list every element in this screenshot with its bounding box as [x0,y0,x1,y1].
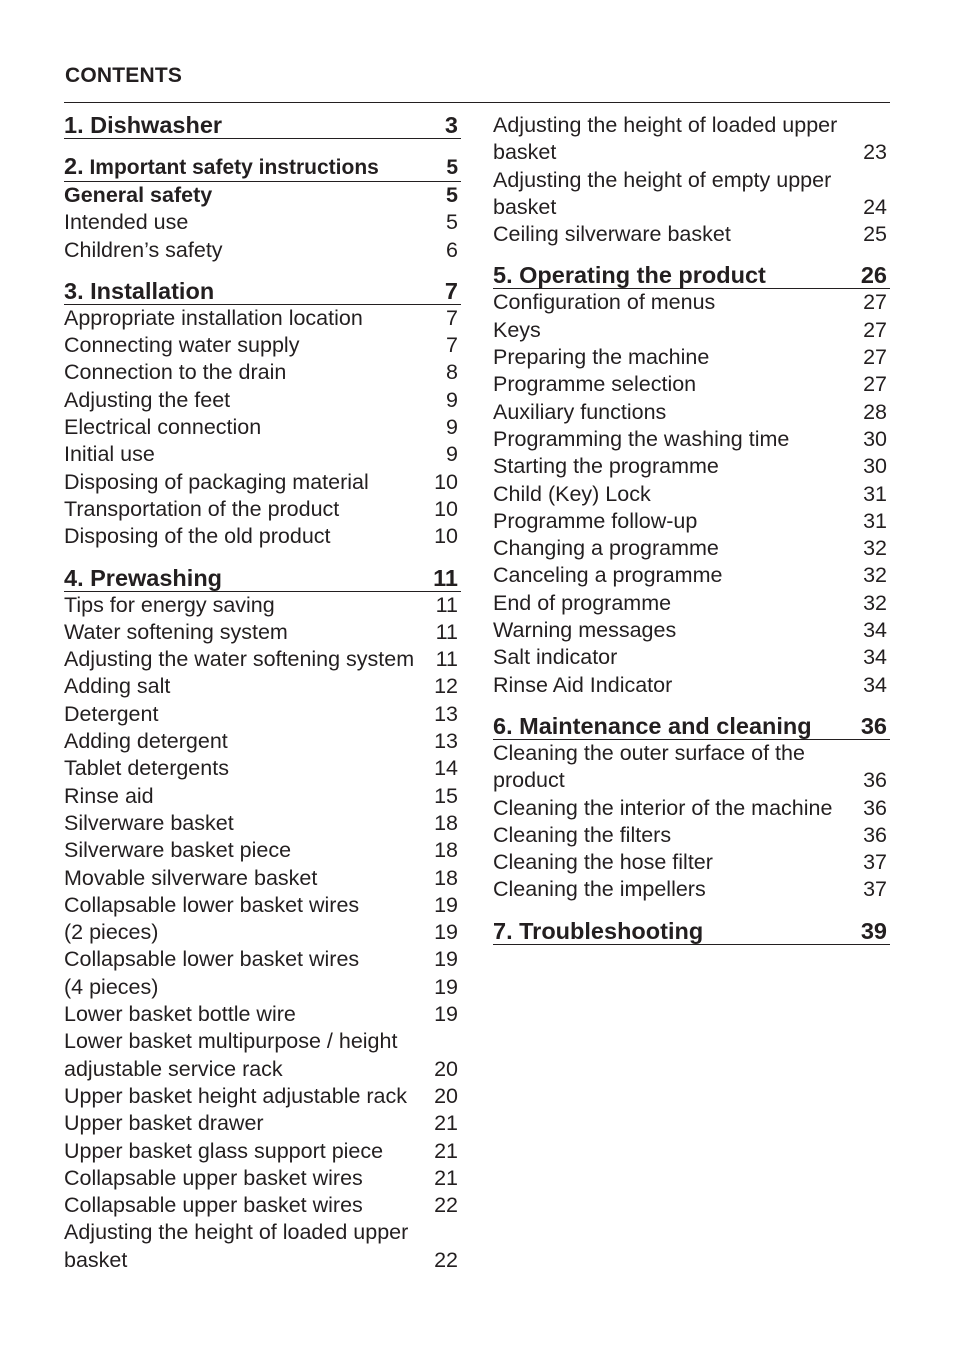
toc-item-page: 10 [434,496,458,521]
page-title: CONTENTS [65,64,183,87]
toc-item-page: 37 [863,850,887,875]
prewashing-items-2 [64,1083,461,1219]
toc-item-page: 32 [863,563,887,588]
prewashing-items [64,592,461,1029]
toc-item[interactable] [64,359,461,386]
toc-item-page: 10 [434,469,458,494]
toc-item-label: Upper basket glass support piece [64,1138,384,1163]
toc-item-page: 22 [434,1193,458,1218]
toc-item[interactable] [64,946,461,973]
toc-item-label: Lower basket bottle wire [64,1002,296,1027]
toc-item[interactable] [493,317,890,344]
toc-item[interactable] [64,1001,461,1028]
toc-item[interactable]: Ceiling silverware basket 25 [493,222,887,247]
toc-item[interactable] [64,810,461,837]
toc-item-page: 9 [446,387,458,412]
toc-item-label: Adding salt [64,674,171,699]
toc-section-installation[interactable] [64,278,461,305]
toc-item-page: 18 [434,838,458,863]
toc-item-label: Adjusting the water softening system [64,647,415,672]
toc-item-page: 30 [863,426,887,451]
toc-item[interactable]: Children’s safety 6 [64,237,458,262]
toc-item-label: Silverware basket piece [64,838,292,863]
toc-item[interactable] [493,849,890,876]
toc-item-label: Connecting water supply [64,333,300,358]
toc-item[interactable] [64,783,461,810]
section-page: 26 [860,262,887,289]
section-page: 5 [446,156,458,179]
toc-item[interactable] [64,441,461,468]
toc-item-page: 18 [434,865,458,890]
toc-item[interactable] [64,592,461,619]
toc-item-page: 37 [863,877,887,902]
toc-item[interactable] [493,344,890,371]
toc-item[interactable] [493,644,890,671]
toc-item-label: Tips for energy saving [64,592,275,617]
toc-item-page: 19 [434,892,458,917]
operating-items [493,289,890,698]
toc-item[interactable] [64,619,461,646]
toc-item[interactable] [64,496,461,523]
toc-item[interactable] [493,822,890,849]
toc-item-page: 19 [434,1002,458,1027]
toc-item-page: 13 [434,729,458,754]
toc-item-page: 27 [863,372,887,397]
toc-item[interactable] [64,974,461,1001]
toc-item-label: (4 pieces) [64,974,159,999]
toc-item-page: 34 [863,618,887,643]
toc-item[interactable] [493,535,890,562]
toc-item-page: 13 [434,701,458,726]
section-title: 5. Operating the product [493,262,766,289]
toc-item[interactable] [64,1110,461,1137]
toc-section-safety[interactable] [64,153,461,182]
installation-items [64,305,461,551]
toc-item-page: 27 [863,290,887,315]
toc-item-label: (2 pieces) [64,920,159,945]
toc-item-page: 7 [446,305,458,330]
toc-item-wrapped[interactable]: Adjusting the height of empty upper basket 24 [493,167,887,219]
toc-item-page: 32 [863,536,887,561]
toc-section-maintenance[interactable] [493,713,890,740]
toc-item-page: 27 [863,345,887,370]
toc-item-page: 12 [434,674,458,699]
section-title: 7. Troubleshooting [493,917,704,944]
toc-item[interactable] [64,387,461,414]
toc-item-page: 28 [863,399,887,424]
toc-item-page: 10 [434,524,458,549]
toc-item[interactable] [64,1192,461,1219]
toc-item-label: Adjusting the feet [64,387,231,412]
toc-item-label: Water softening system [64,619,288,644]
toc-item[interactable] [64,332,461,359]
toc-section-prewashing[interactable] [64,565,461,592]
toc-item-wrapped[interactable]: Lower basket multipurpose / height adjustable service rack 20 [64,1029,458,1081]
toc-item-page: 36 [863,795,887,820]
toc-item[interactable] [64,837,461,864]
toc-item-label: Disposing of the old product [64,524,331,549]
toc-item[interactable] [493,876,890,903]
toc-item[interactable] [493,617,890,644]
toc-item-label: Keys [493,317,541,342]
section-title: 3. Installation [64,277,215,304]
toc-item[interactable] [493,453,890,480]
toc-item-label: Adding detergent [64,729,228,754]
toc-item-label: Rinse Aid Indicator [493,672,673,697]
toc-item-page: 18 [434,810,458,835]
toc-item-label: Programme follow-up [493,508,698,533]
toc-item-label: Movable silverware basket [64,865,318,890]
toc-item-page: 7 [446,333,458,358]
toc-item-page: 19 [434,974,458,999]
toc-section-troubleshooting[interactable] [493,918,890,945]
toc-item[interactable] [64,1165,461,1192]
toc-item-page: 27 [863,317,887,342]
section-page: 39 [860,917,887,944]
toc-item-label: Disposing of packaging material [64,469,369,494]
toc-right-column [493,104,890,945]
toc-item-label: Upper basket height adjustable rack [64,1083,408,1108]
toc-item[interactable] [493,508,890,535]
toc-item-label: Electrical connection [64,415,262,440]
toc-item-label: Cleaning the interior of the machine [493,795,833,820]
toc-item[interactable] [64,728,461,755]
toc-item-page: 11 [435,647,458,672]
toc-item[interactable] [64,646,461,673]
toc-item[interactable] [64,865,461,892]
toc-item-label: Canceling a programme [493,563,723,588]
toc-item-label: Salt indicator [493,645,618,670]
toc-item-page: 36 [863,822,887,847]
toc-item[interactable] [493,371,890,398]
toc-item-page: 21 [434,1111,458,1136]
toc-section-dishwasher[interactable] [64,112,461,139]
toc-item-label: Changing a programme [493,536,719,561]
toc-item-page: 11 [435,592,458,617]
toc-item[interactable] [493,289,890,316]
toc-item[interactable] [493,795,890,822]
toc-item[interactable] [493,672,890,699]
toc-item-label: Child (Key) Lock [493,481,651,506]
toc-item-page: 20 [434,1083,458,1108]
toc-item[interactable] [493,562,890,589]
toc-item[interactable] [493,399,890,426]
toc-item-page: 30 [863,454,887,479]
toc-item-page: 21 [434,1138,458,1163]
section-page: 11 [433,564,458,591]
top-divider [64,102,890,103]
toc-section-operating[interactable] [493,262,890,289]
toc-item[interactable] [64,673,461,700]
toc-item-label: Programming the washing time [493,426,790,451]
section-title: 4. Prewashing [64,564,223,591]
toc-item-page: 8 [446,360,458,385]
toc-item-page: 19 [434,947,458,972]
toc-item-label: Cleaning the hose filter [493,850,713,875]
toc-item[interactable] [64,755,461,782]
toc-item-page: 21 [434,1165,458,1190]
toc-item[interactable] [64,414,461,441]
toc-item[interactable]: Intended use 5 [64,210,458,235]
toc-item-label: Warning messages [493,618,677,643]
section-page: 3 [444,112,458,138]
toc-item[interactable] [64,1083,461,1110]
toc-item-wrapped[interactable]: Adjusting the height of loaded upper basket 23 [493,113,887,165]
toc-item-label: Upper basket drawer [64,1111,264,1136]
toc-item-page: 34 [863,645,887,670]
toc-item-label: Tablet detergents [64,756,229,781]
toc-item-wrapped[interactable]: Adjusting the height of loaded upper basket 22 [64,1220,458,1272]
toc-item-label: Initial use [64,442,155,467]
toc-item-page: 11 [435,619,458,644]
toc-item[interactable] [64,892,461,919]
toc-item-label: Collapsable upper basket wires [64,1165,363,1190]
toc-item-label: Collapsable lower basket wires [64,947,360,972]
section-title: 6. Maintenance and cleaning [493,712,812,739]
toc-item-page: 34 [863,672,887,697]
toc-item-label: Detergent [64,701,159,726]
toc-item[interactable] [64,919,461,946]
section-page: 36 [860,712,887,739]
toc-item-page: 9 [446,442,458,467]
toc-item-label: Auxiliary functions [493,399,667,424]
toc-item-label: Collapsable lower basket wires [64,892,360,917]
toc-item-label: Cleaning the filters [493,822,672,847]
maintenance-items [493,795,890,904]
toc-item-label: Cleaning the impellers [493,877,706,902]
toc-item[interactable] [64,701,461,728]
section-title: 1. Dishwasher [64,112,223,138]
toc-item-page: 14 [434,756,458,781]
toc-item[interactable] [64,1138,461,1165]
toc-item-page: 19 [434,920,458,945]
toc-item-label: End of programme [493,590,672,615]
toc-item-page: 31 [863,508,887,533]
toc-item[interactable] [64,469,461,496]
toc-item[interactable]: General safety 5 [64,183,458,207]
toc-left-column [64,104,461,1274]
toc-item-page: 15 [434,783,458,808]
section-page: 7 [444,277,458,304]
toc-item-label: Appropriate installation location [64,305,363,330]
toc-item-wrapped[interactable]: Cleaning the outer surface of the product 36 [493,740,887,793]
toc-item[interactable] [493,481,890,508]
toc-item-label: Configuration of menus [493,290,716,315]
toc-item-page: 9 [446,415,458,440]
toc-item-label: Silverware basket [64,810,234,835]
safety-items [64,182,461,264]
toc-item-label: Connection to the drain [64,360,287,385]
toc-item[interactable] [493,590,890,617]
toc-item-page: 32 [863,590,887,615]
toc-item-label: Programme selection [493,372,697,397]
section-title: 2. Important safety instructions [64,153,379,179]
toc-item-label: Collapsable upper basket wires [64,1193,363,1218]
toc-item-label: Transportation of the product [64,496,340,521]
toc-item[interactable] [64,305,461,332]
toc-item-label: Preparing the machine [493,345,710,370]
toc-item-label: Rinse aid [64,783,154,808]
toc-item-label: Starting the programme [493,454,719,479]
toc-item[interactable] [64,523,461,550]
toc-item[interactable] [493,426,890,453]
toc-item-page: 31 [863,481,887,506]
